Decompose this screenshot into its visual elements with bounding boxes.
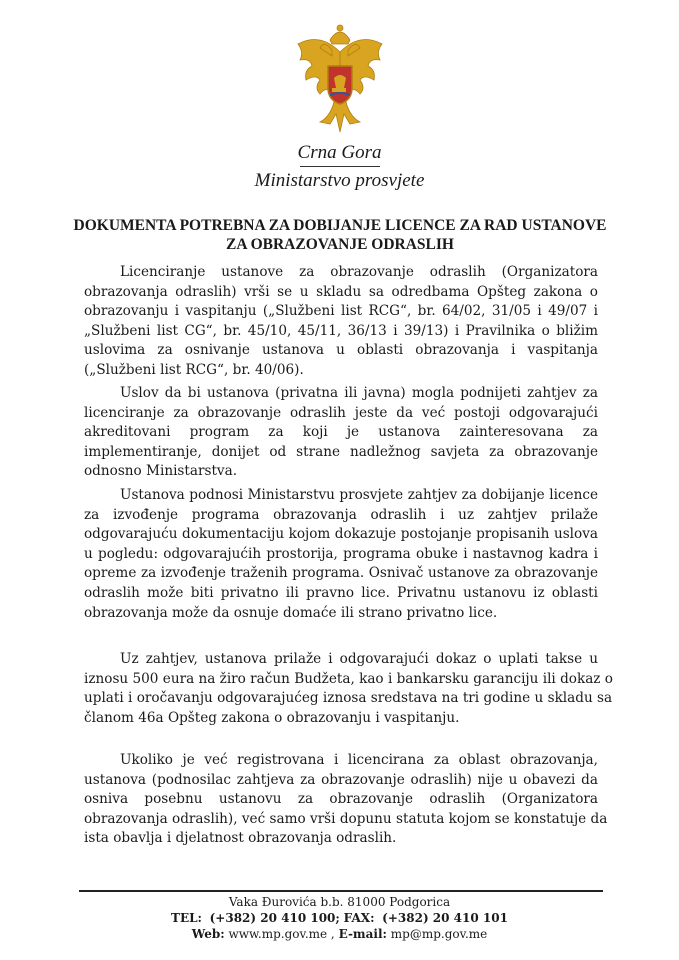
paragraph-line: obrazovanja odraslih), već samo vrši dopunu statuta kojom se konstatuje da — [84, 810, 608, 827]
email-label: E-mail: — [338, 927, 387, 941]
paragraph-condition — [84, 384, 598, 482]
paragraph-line: odnosno Ministarstva. — [84, 463, 238, 480]
paragraph-line: Licenciranje ustanove za obrazovanje odraslih (Organizatora — [120, 264, 598, 280]
paragraph-line: Uz zahtjev, ustanova prilaže i odgovarajući dokaz o uplati takse u — [120, 651, 598, 667]
ministry-name: Ministarstvo prosvjete — [254, 170, 425, 191]
paragraph-line: odgovarajuću dokumentaciju kojom dokazuje postojanje propisanih uslova — [84, 526, 598, 543]
paragraph-line: osniva posebnu ustanovu za obrazovanje odraslih (Organizatora — [84, 791, 598, 808]
document-title — [60, 216, 620, 254]
paragraph-application — [84, 486, 598, 623]
title-line: DOKUMENTA POTREBNA ZA DOBIJANJE LICENCE ZA RAD USTANOVE — [73, 217, 607, 234]
paragraph-line: opreme za izvođenje traženih programa. Osnivač ustanove za obrazovanje — [84, 565, 598, 582]
tel-value: (+382) 20 410 100; — [209, 911, 340, 925]
email-link[interactable]: mp@mp.gov.me — [390, 927, 488, 941]
footer-address: Vaka Đurovića b.b. 81000 Podgorica — [228, 895, 451, 909]
paragraph-line: iznosu 500 eura na žiro račun Budžeta, kao i bankarsku garanciju ili dokaz o — [84, 670, 613, 687]
paragraph-line: ista obavlja i djelatnost obrazovanja odraslih. — [84, 830, 397, 847]
fax-value: (+382) 20 410 101 — [382, 911, 508, 925]
web-label: Web: — [191, 927, 225, 941]
paragraph-fee — [84, 650, 613, 728]
paragraph-line: „Službeni list CG“, br. 45/10, 45/11, 36/13 i 39/13) i Pravilnika o bližim — [84, 322, 598, 339]
footer-phone-fax — [0, 910, 679, 926]
paragraph-line: članom 46a Opšteg zakona o obrazovanju i vaspitanju. — [84, 709, 460, 726]
fax-label: FAX: — [343, 911, 375, 925]
footer-divider — [79, 890, 603, 892]
paragraph-line: odraslih može biti privatno ili pravno lice. Privatnu ustanovu iz oblasti — [84, 584, 598, 601]
paragraph-licensing-basis — [84, 263, 598, 381]
paragraph-line: uslovima za osnivanje ustanova u oblasti obrazovanja i vaspitanja — [84, 342, 598, 359]
paragraph-line: u pogledu: odgovarajućih prostorija, programa obuke i nastavnog kadra i — [84, 545, 598, 562]
header-divider — [300, 166, 380, 167]
web-link[interactable]: www.mp.gov.me , — [228, 927, 335, 941]
tel-label: TEL: — [171, 911, 202, 925]
footer-web-email — [0, 926, 679, 942]
paragraph-line: („Službeni list RCG“, br. 40/06). — [84, 361, 304, 378]
title-line: ZA OBRAZOVANJE ODRASLIH — [226, 236, 454, 253]
paragraph-line: obrazovanja može da osnuje domaće ili strano privatno lice. — [84, 604, 498, 621]
paragraph-line: implementiranje, donijet od strane nadležnog savjeta za obrazovanje — [84, 443, 598, 460]
paragraph-line: Ustanova podnosi Ministarstvu prosvjete zahtjev za dobijanje licence — [120, 487, 598, 503]
country-name: Crna Gora — [297, 142, 382, 163]
paragraph-existing-institution — [84, 751, 608, 849]
coat-of-arms-emblem — [290, 22, 390, 137]
paragraph-line: ustanova (podnosilac zahtjeva za obrazovanje odraslih) nije u obavezi da — [84, 771, 598, 788]
paragraph-line: obrazovanja odraslih) vrši se u skladu sa odredbama Opšteg zakona o — [84, 283, 598, 300]
paragraph-line: uplati i oročavanju odgovarajućeg iznosa sredstava na tri godine u skladu sa — [84, 690, 613, 707]
paragraph-line: obrazovanju i vaspitanju („Službeni list RCG“, br. 64/02, 31/05 i 49/07 i — [84, 303, 598, 320]
paragraph-line: Ukoliko je već registrovana i licencirana za oblast obrazovanja, — [120, 752, 598, 768]
paragraph-line: Uslov da bi ustanova (privatna ili javna) mogla podnijeti zahtjev za — [120, 385, 598, 401]
paragraph-line: za izvođenje programa obrazovanja odraslih i uz zahtjev prilaže — [84, 506, 598, 523]
paragraph-line: licenciranje za obrazovanje odraslih jeste da već postoji odgovarajući — [84, 404, 598, 421]
paragraph-line: akreditovani program za koji je ustanova zainteresovana za — [84, 424, 598, 441]
